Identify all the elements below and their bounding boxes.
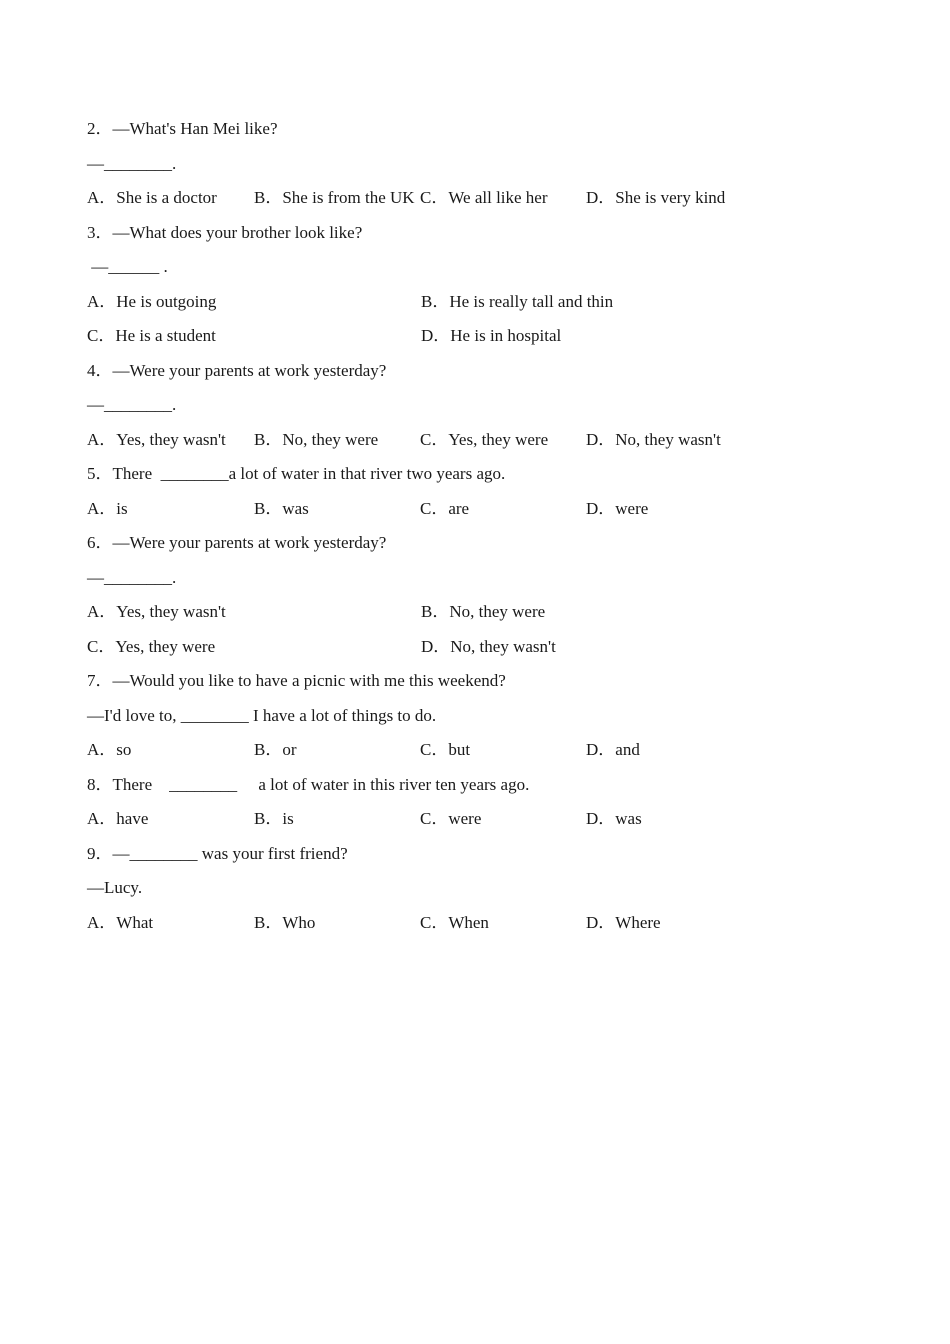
option-separator: ． bbox=[99, 740, 117, 759]
option-5-c bbox=[420, 492, 586, 527]
option-7-c bbox=[420, 733, 586, 768]
option-label: A bbox=[87, 602, 100, 621]
option-4-b bbox=[254, 423, 420, 458]
option-label: B bbox=[254, 809, 266, 828]
option-label: C bbox=[420, 912, 432, 932]
option-separator: ． bbox=[99, 498, 117, 518]
option-separator: ． bbox=[99, 291, 117, 311]
option-separator: ． bbox=[598, 188, 616, 207]
option-label: A bbox=[87, 498, 100, 518]
options-row bbox=[87, 319, 912, 354]
option-label: D bbox=[586, 498, 599, 518]
answer-line: —Lucy. bbox=[87, 878, 143, 897]
question-4 bbox=[87, 354, 912, 458]
option-separator: ． bbox=[431, 429, 449, 449]
question-2 bbox=[87, 112, 912, 216]
question-6 bbox=[87, 526, 912, 664]
answer-blank-line: —________. bbox=[87, 567, 177, 587]
option-text: She is very kind bbox=[615, 188, 726, 207]
option-label: C bbox=[420, 740, 432, 759]
option-separator: ． bbox=[432, 291, 450, 311]
option-label: D bbox=[421, 636, 434, 656]
option-label: C bbox=[420, 429, 432, 449]
option-label: B bbox=[254, 188, 266, 207]
option-text: or bbox=[282, 740, 297, 759]
options-row bbox=[87, 285, 912, 320]
question-stem: 6．—Were your parents at work yesterday? bbox=[87, 533, 387, 552]
option-3-c bbox=[87, 319, 421, 354]
option-separator: ． bbox=[431, 188, 449, 207]
option-text: were bbox=[615, 498, 649, 518]
option-label: B bbox=[254, 429, 266, 449]
option-3-b bbox=[421, 285, 912, 320]
option-3-d bbox=[421, 319, 912, 354]
options-row bbox=[87, 733, 912, 768]
options-row bbox=[87, 595, 912, 630]
option-text: but bbox=[448, 740, 471, 759]
question-stem: 5．There ________a lot of water in that river two years ago. bbox=[87, 464, 506, 483]
options-row bbox=[87, 802, 912, 837]
option-label: D bbox=[586, 809, 599, 828]
option-7-d bbox=[586, 733, 912, 768]
options-row bbox=[87, 423, 912, 458]
option-5-a bbox=[87, 492, 254, 527]
option-text: She is a doctor bbox=[116, 188, 217, 207]
option-separator: ． bbox=[98, 326, 116, 345]
option-label: A bbox=[87, 740, 100, 759]
option-separator: ． bbox=[431, 740, 449, 759]
option-text: No, they wasn't bbox=[615, 429, 721, 449]
option-text: She is from the UK bbox=[282, 188, 415, 207]
option-text: No, they wasn't bbox=[450, 636, 556, 656]
option-8-a bbox=[87, 802, 254, 837]
option-label: B bbox=[254, 740, 266, 759]
option-label: B bbox=[421, 602, 433, 621]
option-text: Yes, they were bbox=[115, 636, 216, 656]
option-label: B bbox=[254, 912, 266, 932]
option-label: D bbox=[586, 740, 599, 759]
option-text: When bbox=[448, 912, 489, 932]
option-text: No, they were bbox=[282, 429, 379, 449]
option-separator: ． bbox=[431, 809, 449, 828]
option-label: B bbox=[254, 498, 266, 518]
option-text: have bbox=[116, 809, 149, 828]
option-label: D bbox=[421, 326, 434, 345]
question-stem: 4．—Were your parents at work yesterday? bbox=[87, 360, 387, 380]
question-9 bbox=[87, 837, 912, 941]
answer-blank-line: —________. bbox=[87, 153, 177, 173]
option-text: Yes, they were bbox=[448, 429, 549, 449]
option-6-d bbox=[421, 630, 912, 665]
option-separator: ． bbox=[265, 429, 283, 449]
option-3-a bbox=[87, 285, 421, 320]
option-separator: ． bbox=[598, 912, 616, 932]
option-separator: ． bbox=[98, 636, 116, 656]
question-stem: 7．—Would you like to have a picnic with me this weekend? bbox=[87, 671, 506, 690]
option-text: were bbox=[448, 809, 482, 828]
option-separator: ． bbox=[598, 498, 616, 518]
question-3 bbox=[87, 216, 912, 354]
option-9-a bbox=[87, 906, 254, 941]
option-label: D bbox=[586, 912, 599, 932]
option-9-d bbox=[586, 906, 912, 941]
option-label: A bbox=[87, 912, 100, 932]
option-text: He is really tall and thin bbox=[449, 291, 614, 311]
option-4-a bbox=[87, 423, 254, 458]
option-separator: ． bbox=[99, 602, 117, 621]
option-label: A bbox=[87, 429, 100, 449]
options-row bbox=[87, 492, 912, 527]
option-8-c bbox=[420, 802, 586, 837]
option-text: so bbox=[116, 740, 132, 759]
option-text: is bbox=[116, 498, 128, 518]
option-separator: ． bbox=[431, 498, 449, 518]
question-stem: 9．—________ was your first friend? bbox=[87, 843, 348, 863]
option-label: A bbox=[87, 188, 100, 207]
option-separator: ． bbox=[433, 636, 451, 656]
options-row bbox=[87, 630, 912, 665]
question-5 bbox=[87, 457, 912, 526]
option-separator: ． bbox=[598, 429, 616, 449]
option-6-a bbox=[87, 595, 421, 630]
question-stem: 8．There ________ a lot of water in this river ten years ago. bbox=[87, 774, 530, 794]
option-2-b bbox=[254, 181, 420, 216]
option-8-b bbox=[254, 802, 420, 837]
option-text: Where bbox=[615, 912, 661, 932]
answer-blank-line: —________. bbox=[87, 395, 177, 414]
question-stem: 2．—What's Han Mei like? bbox=[87, 119, 278, 138]
option-text: Yes, they wasn't bbox=[116, 429, 226, 449]
option-separator: ． bbox=[265, 912, 283, 932]
option-text: He is outgoing bbox=[116, 291, 217, 311]
option-label: C bbox=[87, 326, 99, 345]
option-separator: ． bbox=[265, 188, 283, 207]
options-row bbox=[87, 906, 912, 941]
option-text: No, they were bbox=[449, 602, 546, 621]
option-label: C bbox=[87, 636, 99, 656]
option-separator: ． bbox=[432, 602, 450, 621]
option-label: C bbox=[420, 498, 432, 518]
option-separator: ． bbox=[99, 912, 117, 932]
option-separator: ． bbox=[99, 809, 117, 828]
option-text: What bbox=[116, 912, 154, 932]
options-row bbox=[87, 181, 912, 216]
option-text: He is a student bbox=[115, 326, 216, 345]
option-label: C bbox=[420, 188, 432, 207]
option-4-d bbox=[586, 423, 912, 458]
test-questions-list bbox=[87, 112, 912, 940]
option-7-b bbox=[254, 733, 420, 768]
option-text: He is in hospital bbox=[450, 326, 562, 345]
option-text: was bbox=[282, 498, 309, 518]
option-separator: ． bbox=[433, 326, 451, 345]
option-separator: ． bbox=[99, 188, 117, 207]
option-text: is bbox=[282, 809, 294, 828]
option-label: D bbox=[586, 429, 599, 449]
option-separator: ． bbox=[265, 809, 283, 828]
option-5-d bbox=[586, 492, 912, 527]
option-text: Who bbox=[282, 912, 316, 932]
option-2-c bbox=[420, 181, 586, 216]
option-label: A bbox=[87, 291, 100, 311]
option-label: D bbox=[586, 188, 599, 207]
option-separator: ． bbox=[598, 740, 616, 759]
answer-blank-line: —______ . bbox=[87, 257, 168, 276]
option-text: was bbox=[615, 809, 642, 828]
option-separator: ． bbox=[265, 498, 283, 518]
option-separator: ． bbox=[431, 912, 449, 932]
option-4-c bbox=[420, 423, 586, 458]
option-7-a bbox=[87, 733, 254, 768]
option-8-d bbox=[586, 802, 912, 837]
answer-blank-line: —I'd love to, ________ I have a lot of things to do. bbox=[87, 705, 437, 725]
option-separator: ． bbox=[265, 740, 283, 759]
option-separator: ． bbox=[99, 429, 117, 449]
option-label: C bbox=[420, 809, 432, 828]
option-text: We all like her bbox=[448, 188, 548, 207]
option-label: B bbox=[421, 291, 433, 311]
option-text: are bbox=[448, 498, 470, 518]
option-5-b bbox=[254, 492, 420, 527]
option-6-c bbox=[87, 630, 421, 665]
option-2-d bbox=[586, 181, 912, 216]
option-6-b bbox=[421, 595, 912, 630]
question-stem: 3．—What does your brother look like? bbox=[87, 222, 363, 242]
option-9-b bbox=[254, 906, 420, 941]
option-2-a bbox=[87, 181, 254, 216]
option-separator: ． bbox=[598, 809, 616, 828]
question-7 bbox=[87, 664, 912, 768]
option-text: and bbox=[615, 740, 640, 759]
option-text: Yes, they wasn't bbox=[116, 602, 226, 621]
question-8 bbox=[87, 768, 912, 837]
option-label: A bbox=[87, 809, 100, 828]
option-9-c bbox=[420, 906, 586, 941]
